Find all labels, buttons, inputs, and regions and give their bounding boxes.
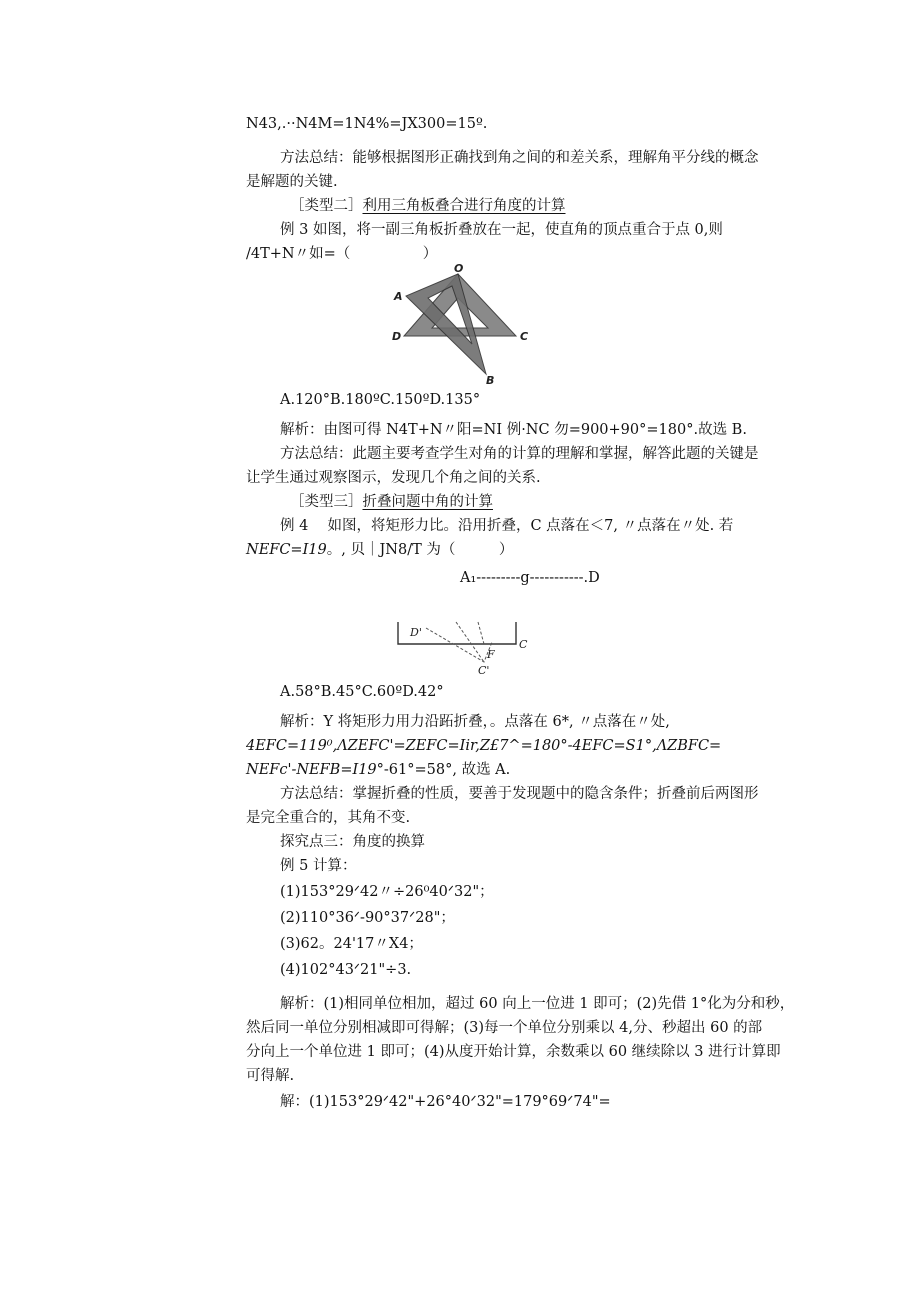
point-c-label: C [520, 330, 529, 343]
point-d-prime-label: D' [410, 626, 422, 639]
example4-line1: 例 4 如图，将矩形力比。沿用折叠，C 点落在＜7, 〃点落在〃处. 若 [280, 518, 734, 534]
method-summary-1-line2: 是解题的关键. [246, 174, 338, 190]
fold-line-ef [478, 622, 484, 644]
example5-heading: 例 5 计算： [280, 858, 357, 874]
example4-line2 [246, 540, 513, 560]
example4-options: A.58°B.45°C.60ºD.42° [280, 684, 444, 700]
type2-bracket: ［类型二］ [290, 198, 363, 214]
example5-analysis-line1: 解析：(1)相同单位相加，超过 60 向上一位进 1 即可；(2)先借 1°化为分和秒， [280, 996, 795, 1012]
point-d-label: D [392, 330, 402, 343]
example5-analysis-line3: 分向上一个单位进 1 即可；(4)从度开始计算，余数乘以 60 继续除以 3 进行计算即 [246, 1044, 781, 1060]
example4-question: 。, 贝｜JN8/T 为（ ） [326, 542, 514, 558]
example4-analysis-line1: 解析：Y 将矩形力用力沿跖折叠，。点落在 6*, 〃点落在〃处, [280, 714, 670, 730]
example5-item-4: (4)102°43ᐟ21"÷3. [280, 962, 412, 978]
example5-analysis-line2: 然后同一单位分别相减即可得解；(3)每一个单位分别乘以 4,分、秒超出 60 的部 [246, 1020, 763, 1036]
method-summary-1-line1: 方法总结：能够根据图形正确找到角之间的和差关系，理解角平分线的概念 [280, 150, 759, 166]
example4-angle-expr: NEFC=I19 [246, 542, 327, 558]
type3-title: 折叠问题中角的计算 [362, 494, 493, 510]
explore-point-3-heading: 探究点三：角度的换算 [280, 834, 425, 850]
example3-summary-line1: 方法总结：此题主要考查学生对角的计算的理解和掌握，解答此题的关键是 [280, 446, 759, 462]
point-f-label: F [487, 648, 495, 661]
example4-summary-line1: 方法总结：掌握折叠的性质，要善于发现题中的隐含条件；折叠前后两图形 [280, 786, 759, 802]
type2-title: 利用三角板叠合进行角度的计算 [362, 198, 566, 214]
example5-solution-line1: 解：(1)153°29ᐟ42"+26°40ᐟ32"=179°69ᐟ74"= [280, 1094, 611, 1110]
example3-line1: 例 3 如图，将一副三角板折叠放在一起，使直角的顶点重合于点 0,则 [280, 222, 723, 238]
example3-analysis: 解析：由图可得 N4T+N〃阳=NI 例·NC 勿=900+90°=180°.故选 B. [280, 422, 747, 438]
line-angle-result: N43,.··N4M=1N4%=JX300=15º. [246, 116, 488, 132]
figure2-top-edge-text: A₁---------g-----------.D [460, 570, 600, 586]
example3-summary-line2: 让学生通过观察图示，发现几个角之间的关系. [246, 470, 541, 486]
triangle-rulers-figure [390, 262, 540, 388]
type3-bracket: ［类型三］ [290, 494, 363, 510]
point-c-label: C [519, 638, 528, 651]
point-c-prime-label: C' [478, 664, 490, 677]
point-b-label: B [486, 374, 495, 387]
example4-analysis-line3 [246, 760, 510, 780]
type2-heading [290, 196, 566, 216]
example5-item-2: (2)110°36ᐟ-90°37ᐟ28"； [280, 910, 455, 926]
example5-analysis-line4: 可得解. [246, 1068, 295, 1084]
point-o-label: O [454, 262, 464, 275]
example4-analysis-result: °-61°=58°, 故选 A. [376, 762, 511, 778]
type3-heading [290, 492, 493, 512]
point-a-label: A [394, 290, 403, 303]
example3-options: A.120°B.180ºC.150ºD.135° [280, 392, 481, 408]
folded-rectangle-figure [392, 622, 542, 678]
example4-analysis-line2: 4EFC=119⁰,ΛZEFC'=ZEFC=Iir,Z£7^=180°-4EFC=S1°,ΛZBFC= [246, 738, 722, 754]
example3-line2: /4T+N〃如=（ ） [246, 246, 438, 262]
example5-item-3: (3)62。24'17〃X4； [280, 936, 423, 952]
folded-edge-dc [426, 628, 492, 662]
example4-summary-line2: 是完全重合的，其角不变. [246, 810, 411, 826]
example4-analysis-expr: NEFc'-NEFB=I19 [246, 762, 377, 778]
example5-item-1: (1)153°29ᐟ42〃÷26⁰40ᐟ32"； [280, 884, 494, 900]
